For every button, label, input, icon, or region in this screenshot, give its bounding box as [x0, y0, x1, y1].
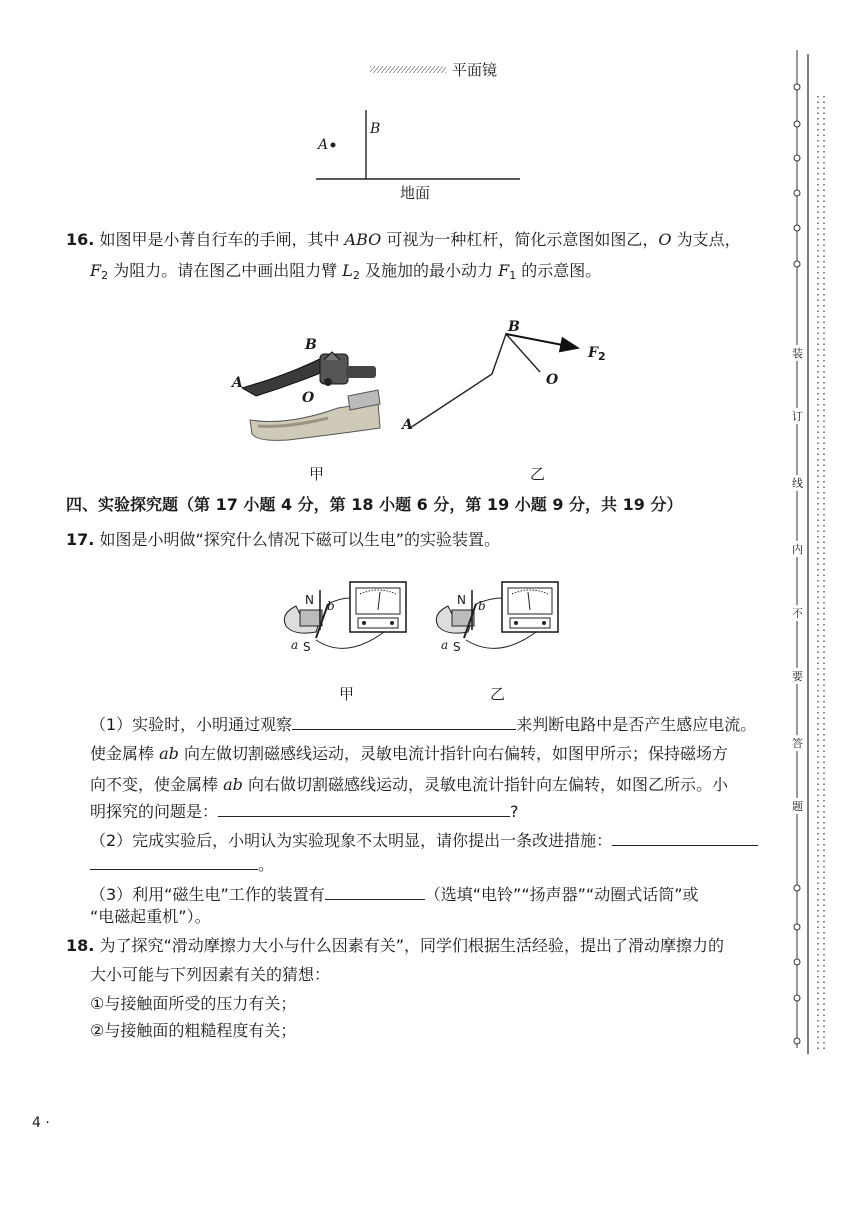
q16-number: 16.	[66, 230, 95, 249]
lever-label-a: A	[402, 417, 413, 433]
rod-b-jia: b	[327, 599, 335, 613]
magnet-n-jia: N	[305, 593, 314, 607]
lever-bar	[410, 334, 540, 428]
q17-p1-line4: 明探究的问题是： ?	[90, 802, 519, 821]
caption-jia-16: 甲	[309, 465, 325, 483]
answer-blank-observe[interactable]	[292, 713, 516, 730]
page-number: 4 ·	[32, 1115, 50, 1131]
plane-mirror	[370, 66, 446, 73]
q18-guess-2: ②与接触面的粗糙程度有关；	[90, 1021, 297, 1040]
answer-blank-improve-1[interactable]	[612, 829, 758, 846]
binding-char-7: 答	[792, 737, 803, 750]
binding-char-3: 线	[792, 477, 803, 490]
lever-label-o: O	[546, 372, 559, 388]
photo-label-b: B	[305, 337, 317, 353]
lever-diagram	[400, 320, 600, 440]
lever-label-f2: $F_2$	[588, 345, 606, 363]
q18-guess-1: ①与接触面所受的压力有关；	[90, 994, 297, 1013]
label-a: A	[318, 137, 329, 153]
binding-char-2: 订	[792, 410, 803, 423]
binding-char-5: 不	[792, 607, 803, 620]
answer-blank-device[interactable]	[325, 883, 425, 900]
q17-p1-line2: 使金属棒 ab 向左做切割磁感线运动，灵敏电流计指针向右偏转，如图甲所示；保持磁场方	[90, 744, 728, 763]
magnet-s-jia: S	[303, 640, 311, 654]
ground-label: 地面	[400, 184, 431, 202]
photo-label-a: A	[232, 375, 243, 391]
mirror-label: 平面镜	[452, 61, 498, 79]
q17-p1-line3: 向不变，使金属棒 ab 向右做切割磁感线运动，灵敏电流计指针向左偏转，如图乙所示。小	[90, 775, 728, 794]
q17-stem: 17. 如图是小明做“探究什么情况下磁可以生电”的实验装置。	[66, 530, 501, 549]
q17-p3-line1: （3）利用“磁生电”工作的装置有 （选填“电铃”“扬声器”“动圈式话筒”或	[90, 885, 699, 904]
q18-line1: 18. 为了探究“滑动摩擦力大小与什么因素有关”，同学们根据生活经验，提出了滑动摩擦力的	[66, 936, 725, 955]
q18-number: 18.	[66, 936, 95, 955]
q16-line1: 16. 如图甲是小菁自行车的手闸，其中 ABO 可视为一种杠杆，简化示意图如图乙，O 为支点，	[66, 230, 741, 249]
magnet-s-yi: S	[453, 640, 461, 654]
q18-line2: 大小可能与下列因素有关的猜想：	[90, 965, 331, 984]
q17-number: 17.	[66, 530, 95, 549]
lever-label-b: B	[508, 319, 520, 335]
q17-p2-line1: （2）完成实验后，小明认为实验现象不太明显，请你提出一条改进措施：	[90, 829, 758, 852]
binding-char-4: 内	[792, 543, 803, 556]
magnet-n-yi: N	[457, 593, 466, 607]
caption-yi-16: 乙	[530, 465, 546, 483]
q17-p1-line1: （1）实验时，小明通过观察 来判断电路中是否产生感应电流。	[90, 715, 757, 734]
binding-char-6: 要	[792, 670, 803, 683]
rod-a-yi: a	[441, 638, 449, 652]
binding-char-1: 装	[792, 347, 803, 360]
q16-line2: $F_2$ 为阻力。请在图乙中画出阻力臂 $L_2$ 及施加的最小动力 $F_1$ 的示意图。	[90, 261, 602, 282]
section-heading: 四、实验探究题（第 17 小题 4 分，第 18 小题 6 分，第 19 小题 9 分，共 19 分）	[66, 495, 683, 514]
q17-p2-line2: 。	[90, 853, 274, 876]
answer-blank-question[interactable]	[218, 800, 510, 817]
label-b: B	[370, 121, 381, 137]
q17-p3-line2: “电磁起重机”）。	[90, 907, 211, 926]
caption-yi-17: 乙	[490, 685, 506, 703]
answer-blank-improve-2[interactable]	[90, 853, 258, 870]
point-a-dot	[331, 143, 336, 148]
rod-b-yi: b	[478, 599, 486, 613]
rod-a-jia: a	[291, 638, 299, 652]
binding-char-8: 题	[792, 800, 803, 813]
caption-jia-17: 甲	[339, 685, 355, 703]
photo-label-o: O	[302, 390, 315, 406]
